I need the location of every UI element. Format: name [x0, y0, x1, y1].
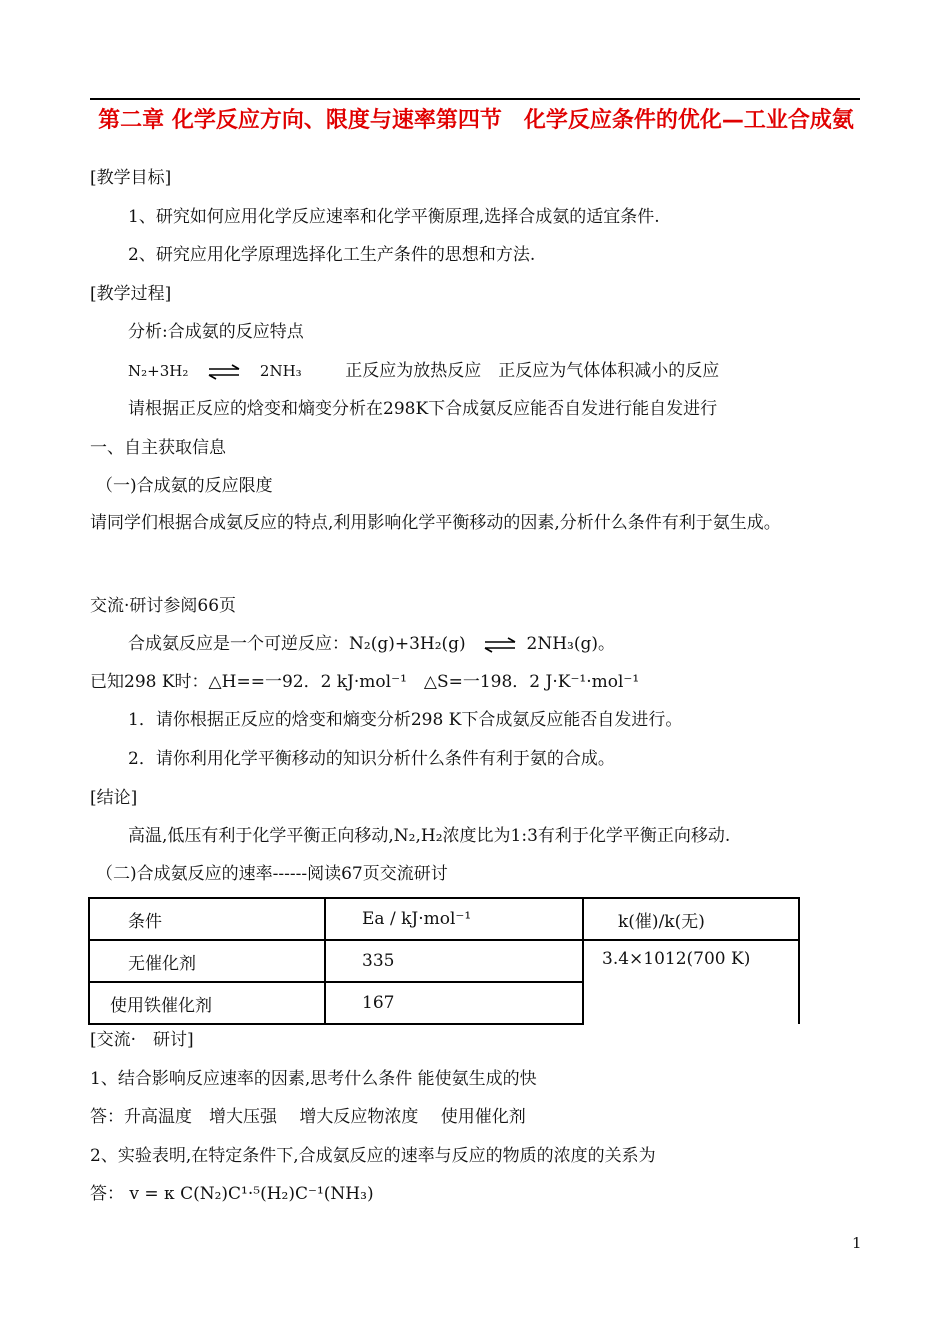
subsection-1-heading: （一)合成氨的反应限度 [96, 476, 273, 496]
reaction-reactants: N₂+3H₂ [128, 362, 189, 380]
equilibrium-arrow-icon [207, 364, 241, 380]
reversible-reaction-product: 2NH₃(g)。 [526, 634, 615, 654]
answer-1: 答：升高温度 增大压强 增大反应物浓度 使用催化剂 [90, 1107, 526, 1127]
question-1: 1．请你根据正反应的焓变和熵变分析298 K下合成氨反应能否自发进行。 [128, 710, 683, 730]
page-number: 1 [852, 1234, 862, 1252]
goal-1: 1、研究如何应用化学反应速率和化学平衡原理,选择合成氨的适宜条件. [128, 207, 660, 227]
discussion-heading: [交流· 研讨] [90, 1030, 194, 1050]
table-cell: 无催化剂 [89, 940, 325, 982]
question-2: 2．请你利用化学平衡移动的知识分析什么条件有利于氨的合成。 [128, 749, 615, 769]
answer-2: 答： v = κ C(N₂)C¹·⁵(H₂)C⁻¹(NH₃) [90, 1184, 374, 1204]
top-rule [90, 98, 860, 100]
known-thermo-data: 已知298 K时：△H==一92．2 kJ·mol⁻¹ △S=一198．2 J·K⁻¹·mol⁻¹ [90, 672, 640, 692]
goals-heading: [教学目标] [90, 168, 172, 188]
table-cell: 167 [325, 982, 583, 1024]
table-header-row [89, 898, 799, 940]
reaction-equation [128, 359, 719, 383]
reaction-product: 2NH₃ [259, 362, 302, 380]
conclusion-text: 高温,低压有利于化学平衡正向移动,N₂,H₂浓度比为1:3有利于化学平衡正向移动. [128, 826, 731, 846]
reaction-features: 正反应为放热反应 正反应为气体体积减小的反应 [345, 361, 720, 381]
page-title: 第二章 化学反应方向、限度与速率第四节 化学反应条件的优化—工业合成氨 [98, 108, 854, 133]
instruction-paragraph: 请同学们根据合成氨反应的特点,利用影响化学平衡移动的因素,分析什么条件有利于氨生成。 [90, 513, 781, 533]
reversible-reaction-line [128, 632, 615, 656]
table-header-cell: 条件 [89, 898, 325, 940]
table-cell: 335 [325, 940, 583, 982]
subsection-2-heading: （二)合成氨反应的速率------阅读67页交流研讨 [96, 864, 448, 884]
table-cell: 3.4×1012(700 K) [583, 940, 799, 1024]
conclusion-heading: [结论] [90, 788, 138, 808]
analysis-line: 分析:合成氨的反应特点 [128, 322, 304, 342]
table-row [89, 940, 799, 982]
part-1-heading: 一、自主获取信息 [90, 438, 226, 458]
goal-2: 2、研究应用化学原理选择化工生产条件的思想和方法. [128, 245, 536, 265]
process-heading: [教学过程] [90, 284, 172, 304]
exchange-reference: 交流·研讨参阅66页 [90, 596, 237, 616]
table-header-cell: Ea / kJ·mol⁻¹ [325, 898, 583, 940]
table-cell: 使用铁催化剂 [89, 982, 325, 1024]
discussion-2: 2、实验表明,在特定条件下,合成氨反应的速率与反应的物质的浓度的关系为 [90, 1146, 656, 1166]
question-298k: 请根据正反应的焓变和熵变分析在298K下合成氨反应能否自发进行能自发进行 [128, 399, 718, 419]
equilibrium-arrow-icon [483, 637, 517, 653]
catalyst-table [88, 897, 800, 1025]
reversible-reaction-text: 合成氨反应是一个可逆反应：N₂(g)+3H₂(g) [128, 634, 466, 654]
table-header-cell: k(催)/k(无) [583, 898, 799, 940]
discussion-1: 1、结合影响反应速率的因素,思考什么条件 能使氨生成的快 [90, 1069, 537, 1089]
